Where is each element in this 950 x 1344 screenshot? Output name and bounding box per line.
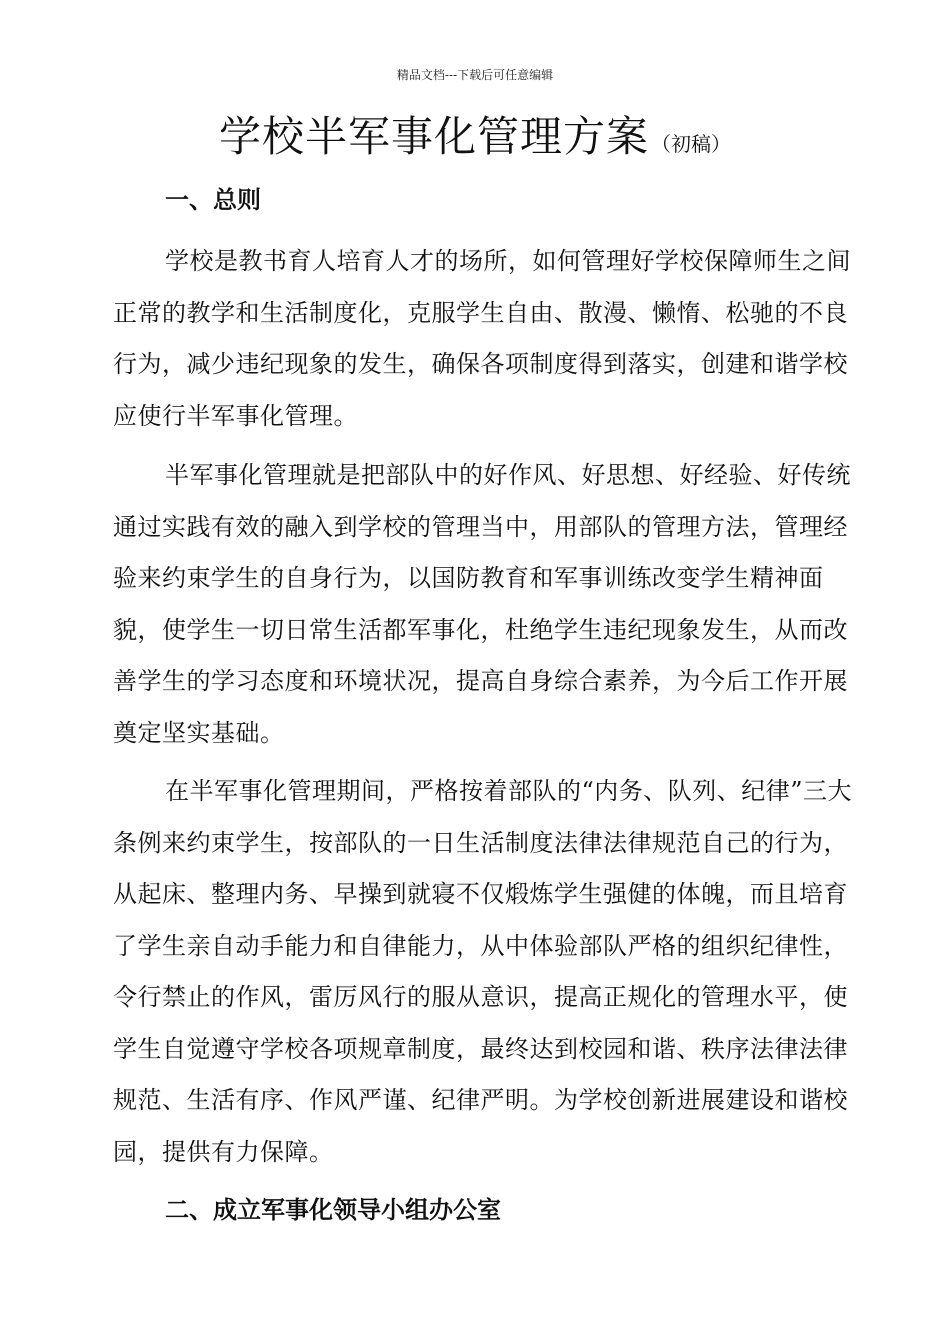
document-title: [0, 104, 950, 164]
paragraph-management-definition: 半军事化管理就是把部队中的好作风、好思想、好经验、好传统通过实践有效的融入到学校的管理当中，用部队的管理方法，管理经验来约束学生的自身行为，以国防教育和军事训练改变学生精神面貌，使学生一切日常生活都军事化，杜绝学生违纪现象发生，从而改善学生的学习态度和环境状况，提高自身综合素养，为今后工作开展奠定坚实基础。: [113, 461, 851, 747]
paragraph-management-period: 在半军事化管理期间，严格按着部队的“内务、队列、纪律”三大条例来约束学生，按部队的一日生活制度法律法律规范自己的行为，从起床、整理内务、早操到就寝不仅煅炼学生强健的体魄，而且培育了学生亲自动手能力和自律能力，从中体验部队严格的组织纪律性，令行禁止的作风，雷厉风行的服从意识，提高正规化的管理水平，使学生自觉遵守学校各项规章制度，最终达到校园和谐、秩序法律法律规范、生活有序、作风严谨、纪律严明。为学校创新进展建设和谐校园，提供有力保障。: [113, 777, 853, 1166]
section-heading-leadership-office: 二、成立军事化领导小组办公室: [165, 1196, 501, 1224]
title-main: 学校半军事化管理方案: [218, 112, 649, 161]
paragraph-school-purpose: 学校是教书育人培育人才的场所，如何管理好学校保障师生之间正常的教学和生活制度化，克服学生自由、散漫、懒惰、松驰的不良行为，减少违纪现象的发生，确保各项制度得到落实，创建和谐学校应使行半军事化管理。: [113, 247, 851, 430]
page-header-note: 精品文档---下载后可任意编辑: [396, 68, 554, 82]
section-heading-general: 一、总则: [165, 186, 261, 214]
title-subtitle: （初稿）: [651, 132, 731, 156]
